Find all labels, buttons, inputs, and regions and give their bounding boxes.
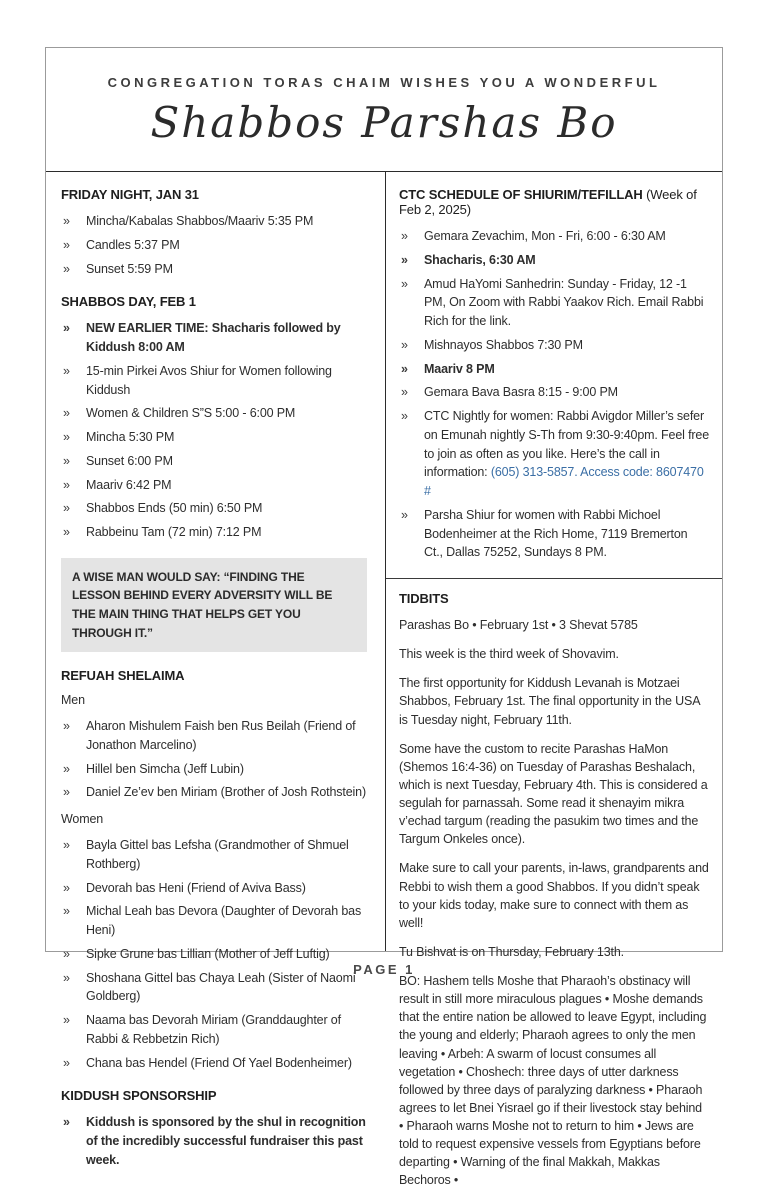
tidbits-paragraph: Some have the custom to recite Parashas HaMon (Shemos 16:4-36) on Tuesday of Parashas Beshalach, which is next Tuesday, February 4th. This is considered a segulah for parnassah. Some read it shenayim mikra v’echad targum (reading the pasukim two times and the Targum Onkeles once). (399, 741, 708, 847)
friday-night-list (61, 212, 369, 278)
list-item: » Parsha Shiur for women with Rabbi Michoel Bodenheimer at the Rich Home, 7119 Bremerton Ct., Dallas 75252, Sundays 8 PM. (399, 506, 709, 562)
tidbits-divider (386, 578, 722, 579)
section-heading-friday-night: FRIDAY NIGHT, JAN 31 (61, 187, 199, 202)
list-item: » Devorah bas Heni (Friend of Aviva Bass) (61, 879, 369, 898)
page-title: Shabbos Parshas Bo (150, 98, 618, 147)
list-item: » Mincha/Kabalas Shabbos/Maariv 5:35 PM (61, 212, 369, 231)
list-item: » Michal Leah bas Devora (Daughter of Devorah bas Heni) (61, 902, 369, 940)
right-column (385, 172, 722, 1188)
list-item: » Sunset 5:59 PM (61, 260, 369, 279)
list-item: » Maariv 6:42 PM (61, 476, 369, 495)
list-item: » Shoshana Gittel bas Chaya Leah (Sister of Naomi Goldberg) (61, 969, 369, 1007)
list-item: » Mishnayos Shabbos 7:30 PM (399, 336, 709, 355)
list-item: » Daniel Ze’ev ben Miriam (Brother of Josh Rothstein) (61, 783, 369, 802)
list-item: » 15-min Pirkei Avos Shiur for Women following Kiddush (61, 362, 369, 400)
list-item: » Bayla Gittel bas Lefsha (Grandmother of Shmuel Rothberg) (61, 836, 369, 874)
list-item: » Naama bas Devorah Miriam (Granddaughter of Rabbi & Rebbetzin Rich) (61, 1011, 369, 1049)
list-item: » Aharon Mishulem Faish ben Rus Beilah (Friend of Jonathon Marcelino) (61, 717, 369, 755)
list-item: » Mincha 5:30 PM (61, 428, 369, 447)
list-item: » Rabbeinu Tam (72 min) 7:12 PM (61, 523, 369, 542)
call-in-phone-number: (605) 313-5857. Access code: 8607470 # (424, 465, 704, 498)
masthead (46, 48, 722, 172)
section-shabbos-day (61, 294, 369, 542)
refuah-women-list (61, 836, 369, 1072)
ctc-nightly-text: CTC Nightly for women: Rabbi Avigdor Miller’s sefer on Emunah nightly S-Th from 9:30-9:40pm. Feel free to join as often as you like. Here’s the call in information: (424, 409, 710, 480)
list-item: » Sipke Grune bas Lillian (Mother of Jeff Luftig) (61, 945, 369, 964)
list-item: » Sunset 6:00 PM (61, 452, 369, 471)
list-item: » Chana bas Hendel (Friend Of Yael Bodenheimer) (61, 1054, 369, 1073)
ctc-schedule-list (399, 227, 709, 562)
list-item: » Shacharis, 6:30 AM (399, 251, 709, 270)
list-item: » Women & Children S”S 5:00 - 6:00 PM (61, 404, 369, 423)
kiddush-list (61, 1113, 369, 1169)
section-heading-tidbits: TIDBITS (399, 591, 449, 606)
tidbits-paragraph: Tu Bishvat is on Thursday, February 13th. (399, 944, 624, 959)
section-tidbits (399, 591, 709, 1190)
list-item: » Candles 5:37 PM (61, 236, 369, 255)
list-item: » Gemara Zevachim, Mon - Fri, 6:00 - 6:30 AM (399, 227, 709, 246)
wise-man-quote-box: A WISE MAN WOULD SAY: “FINDING THE LESSON BEHIND EVERY ADVERSITY WILL BE THE MAIN THING THAT HELPS GET YOU THROUGH IT.” (61, 558, 367, 652)
section-heading-ctc-schedule (399, 187, 709, 217)
list-item: » Maariv 8 PM (399, 360, 709, 379)
tidbits-paragraph: Parashas Bo • February 1st • 3 Shevat 5785 (399, 618, 638, 632)
refuah-men-label: Men (61, 693, 85, 708)
page-number: PAGE 1 (353, 962, 415, 977)
refuah-women-label: Women (61, 812, 104, 827)
section-heading-kiddush: KIDDUSH SPONSORSHIP (61, 1088, 217, 1104)
tidbits-paragraph: Make sure to call your parents, in-laws, grandparents and Rebbi to wish them a good Shabbos. If you didn’t speak to your kids today, make sure to connect with them as well! (399, 861, 709, 930)
section-heading-refuah: REFUAH SHELAIMA (61, 668, 185, 684)
masthead-eyebrow: CONGREGATION TORAS CHAIM WISHES YOU A WONDERFUL (107, 75, 661, 90)
tidbits-paragraph-bo-summary: BO: Hashem tells Moshe that Pharaoh’s obstinacy will result in still more miraculous plagues • Moshe demands that the entire nation be allowed to leave Egypt, including the young and elderly; Pharaoh agrees to only the men leaving • Arbeh: A swarm of locust consumes all vegetation • Choshech: three days of utter darkness followed by three days of paralyzing darkness • Pharaoh agrees to let Bnei Yisrael go if their livestock stay behind • Pharaoh warns Moshe not to return to him • Jews are told to request expensive vessels from Egyptians before departing • Warning of the final Makkah, Makkas Bechoros • (399, 974, 707, 1188)
section-friday-night (61, 187, 369, 278)
list-item: » Kiddush is sponsored by the shul in recognition of the incredibly successful fundraiser this past week. (61, 1113, 369, 1169)
section-ctc-schedule (399, 187, 709, 562)
section-kiddush-sponsorship (61, 1088, 369, 1169)
tidbits-paragraph: The first opportunity for Kiddush Levanah is Motzaei Shabbos, February 1st. The final opportunity in the USA is Tuesday night, February 11th. (399, 676, 700, 727)
shabbos-day-list (61, 319, 369, 542)
ctc-schedule-heading-bold: CTC SCHEDULE OF SHIURIM/TEFILLAH (399, 187, 643, 202)
list-item: » Shabbos Ends (50 min) 6:50 PM (61, 499, 369, 518)
refuah-men-list (61, 717, 369, 802)
section-refuah-shelaima (61, 668, 369, 1072)
section-heading-shabbos-day: SHABBOS DAY, FEB 1 (61, 294, 196, 310)
list-item: » Hillel ben Simcha (Jeff Lubin) (61, 760, 369, 779)
list-item (399, 407, 709, 501)
list-item: » NEW EARLIER TIME: Shacharis followed by Kiddush 8:00 AM (61, 319, 369, 357)
list-item: » Amud HaYomi Sanhedrin: Sunday - Friday, 12 -1 PM, On Zoom with Rabbi Yaakov Rich. Email Rabbi Rich for the link. (399, 275, 709, 331)
ctc-schedule-heading-week: (Week of Feb 2, 2025) (399, 187, 697, 217)
tidbits-paragraph: This week is the third week of Shovavim. (399, 647, 619, 662)
list-item: » Gemara Bava Basra 8:15 - 9:00 PM (399, 383, 709, 402)
